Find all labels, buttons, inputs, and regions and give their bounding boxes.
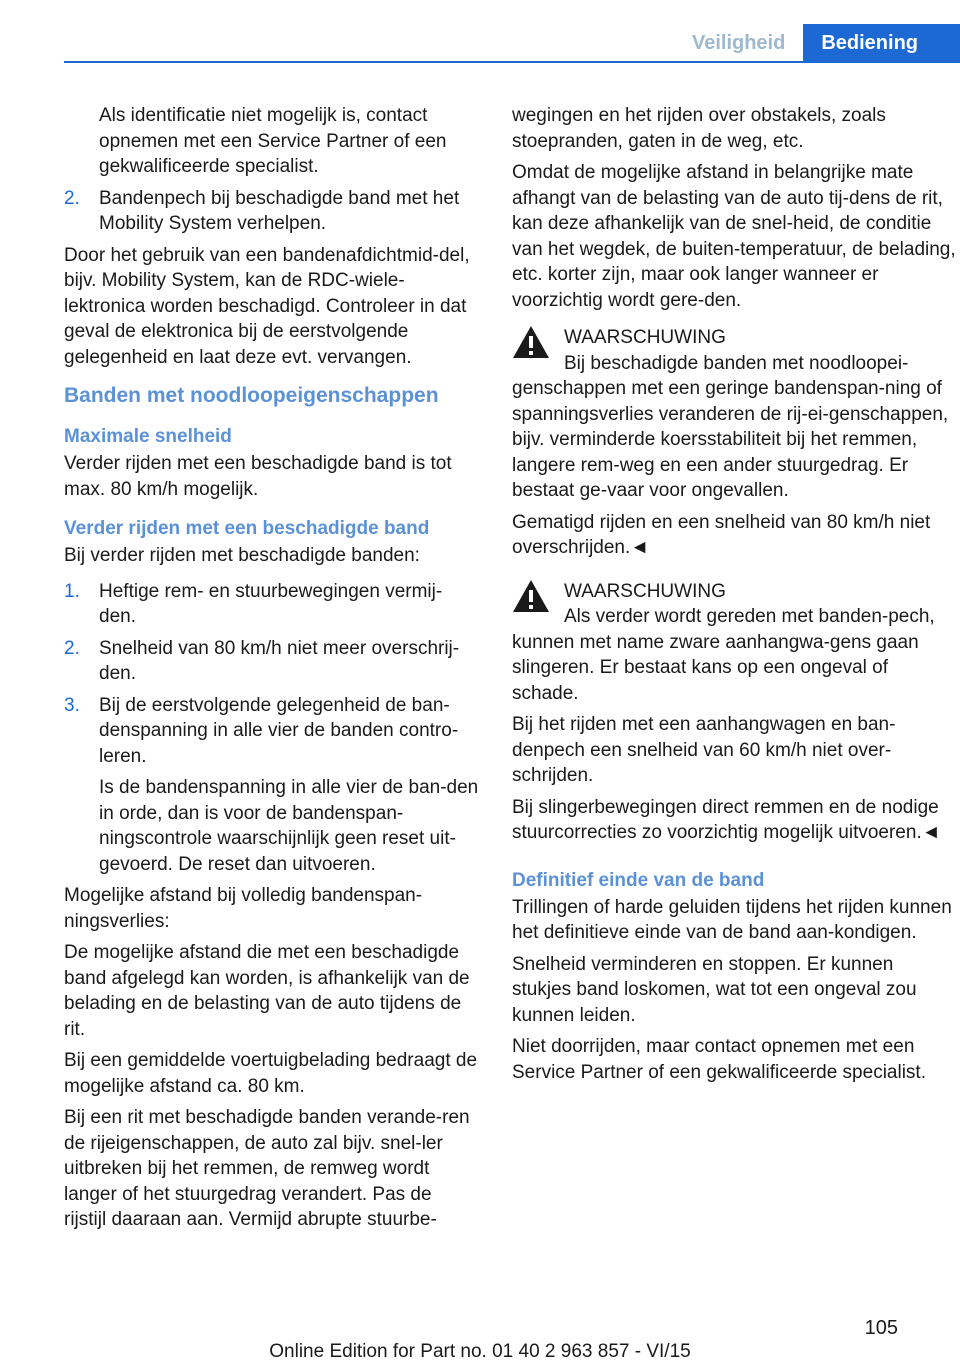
list-item (64, 579, 479, 630)
paragraph-handling: Bij een rit met beschadigde banden verande-ren de rijeigenschappen, de auto zal bijv. snel-ler uitbreken bij het remmen, de remweg wordt langer of het stuurgedrag verandert. Pas de rijstijl daaraan aan. Vermijd abrupte stuurbe- (64, 1107, 470, 1230)
list-number: 3. (64, 694, 80, 716)
paragraph-obstacles: wegingen en het rijden over obstakels, zoals stoepranden, gaten in de weg, etc. (512, 105, 886, 152)
paragraph-distance: De mogelijke afstand die met een beschadigde band afgelegd kan worden, is afhankelijk van de belading en de belasting van de auto tijdens de rit. (64, 942, 470, 1040)
paragraph-distance-factors: Omdat de mogelijke afstand in belangrijke mate afhangt van de belasting van de auto tij-dens de rit, kan deze afhankelijk van de snel-heid, de conditie van het wegdek, de buiten-temperatuur, de belading, etc. korter zijn, maar ook langer wanneer er voorzichtig wordt gere-den. (512, 162, 956, 311)
list-number: 2. (64, 637, 80, 659)
subheading-max-speed: Maximale snelheid (64, 426, 232, 447)
paragraph-tire-end-1: Trillingen of harde geluiden tijdens het rijden kunnen het definitieve einde van de band aan-kondigen. (512, 896, 952, 943)
page-number: 105 (864, 1317, 898, 1339)
paragraph-tire-end-2: Snelheid verminderen en stoppen. Er kunnen stukjes band loskomen, wat tot een ongeval zou kunnen leiden. (512, 953, 917, 1026)
paragraph-moderate-driving: Gematigd rijden en een snelheid van 80 km/h niet overschrijden.◄ (512, 511, 931, 558)
warning-title: WAARSCHUWING (564, 580, 726, 602)
paragraph-sway-correction: Bij slingerbewegingen direct remmen en de nodige stuurcorrecties zo voorzichtig mogelijk uitvoeren.◄ (512, 796, 941, 843)
warning-triangle-icon (512, 325, 550, 359)
list-text: Bij de eerstvolgende gelegenheid de ban-denspanning in alle vier de banden contro-leren. (99, 694, 459, 767)
warning-text: Als verder wordt gereden met banden-pech, kunnen met name zware aanhangwa-gens gaan slingeren. Er bestaat kans op een ongeval of schade. (512, 606, 935, 704)
right-column (512, 103, 956, 1091)
subheading-tire-end: Definitief einde van de band (512, 869, 765, 891)
paragraph-distance-intro: Mogelijke afstand bij volledig bandenspan-ningsverlies: (64, 885, 423, 932)
paragraph-tire-end-3: Niet doorrijden, maar contact opnemen met een Service Partner of een gekwalificeerde specialist. (512, 1036, 926, 1083)
left-column (64, 103, 479, 1239)
list-text: Bandenpech bij beschadigde band met het Mobility System verhelpen. (99, 187, 460, 234)
chapter-header (674, 24, 960, 62)
list-item-note: Is de bandenspanning in alle vier de ban-den in orde, dan is voor de bandenspan-ningscontrole waarschijnlijk geen reset uit-gevoerd. De reset dan uitvoeren. (99, 777, 479, 875)
section-heading-runflat: Banden met noodloopeigenschappen (64, 384, 439, 407)
edition-note: Online Edition for Part no. 01 40 2 963 857 - VI/15 (269, 1341, 691, 1362)
list-item (64, 186, 479, 237)
paragraph-identification: Als identificatie niet mogelijk is, contact opnemen met een Service Partner of een gekwalificeerde specialist. (99, 105, 447, 177)
paragraph-trailer-speed: Bij het rijden met een aanhangwagen en ban-denpech een snelheid van 60 km/h niet over-schrijden. (512, 714, 896, 786)
tab-veiligheid[interactable]: Veiligheid (674, 24, 803, 62)
list-text: Heftige rem- en stuurbewegingen vermij-den. (99, 580, 443, 627)
subheading-continue-driving: Verder rijden met een beschadigde band (64, 518, 430, 539)
list-number: 2. (64, 187, 80, 209)
list-item (64, 693, 479, 770)
list-text: Snelheid van 80 km/h niet meer overschrij-den. (99, 637, 460, 684)
warning-block-trailer (512, 579, 956, 707)
tab-bediening[interactable]: Bediening (803, 24, 960, 62)
paragraph-sealant: Door het gebruik van een bandenafdichtmid-del, bijv. Mobility System, kan de RDC-wiele-lektronica worden beschadigd. Controleer in dat geval de elektronica bij de eerstvolgende gelegenheid en laat deze evt. vervangen. (64, 244, 470, 368)
page-footer (0, 1313, 960, 1362)
list-number: 1. (64, 580, 80, 602)
paragraph-continue-driving: Bij verder rijden met beschadigde banden: (64, 545, 420, 566)
paragraph-average-load: Bij een gemiddelde voertuigbelading bedraagt de mogelijke afstand ca. 80 km. (64, 1050, 478, 1097)
warning-title: WAARSCHUWING (564, 327, 726, 348)
paragraph-max-speed: Verder rijden met een beschadigde band is tot max. 80 km/h mogelijk. (64, 453, 452, 500)
list-item (64, 636, 479, 687)
warning-text: Bij beschadigde banden met noodloopei-genschappen met een geringe bandenspan-ning of spanningsverlies veranderen de rij-ei-genschappen, bijv. verminderde koersstabiliteit bij het remmen, langere rem-weg en een ander stuurgedrag. Er bestaat ge-vaar voor ongevallen. (512, 352, 949, 501)
warning-block-runflat (512, 325, 956, 504)
header-rule (64, 61, 960, 63)
warning-triangle-icon (512, 579, 550, 613)
